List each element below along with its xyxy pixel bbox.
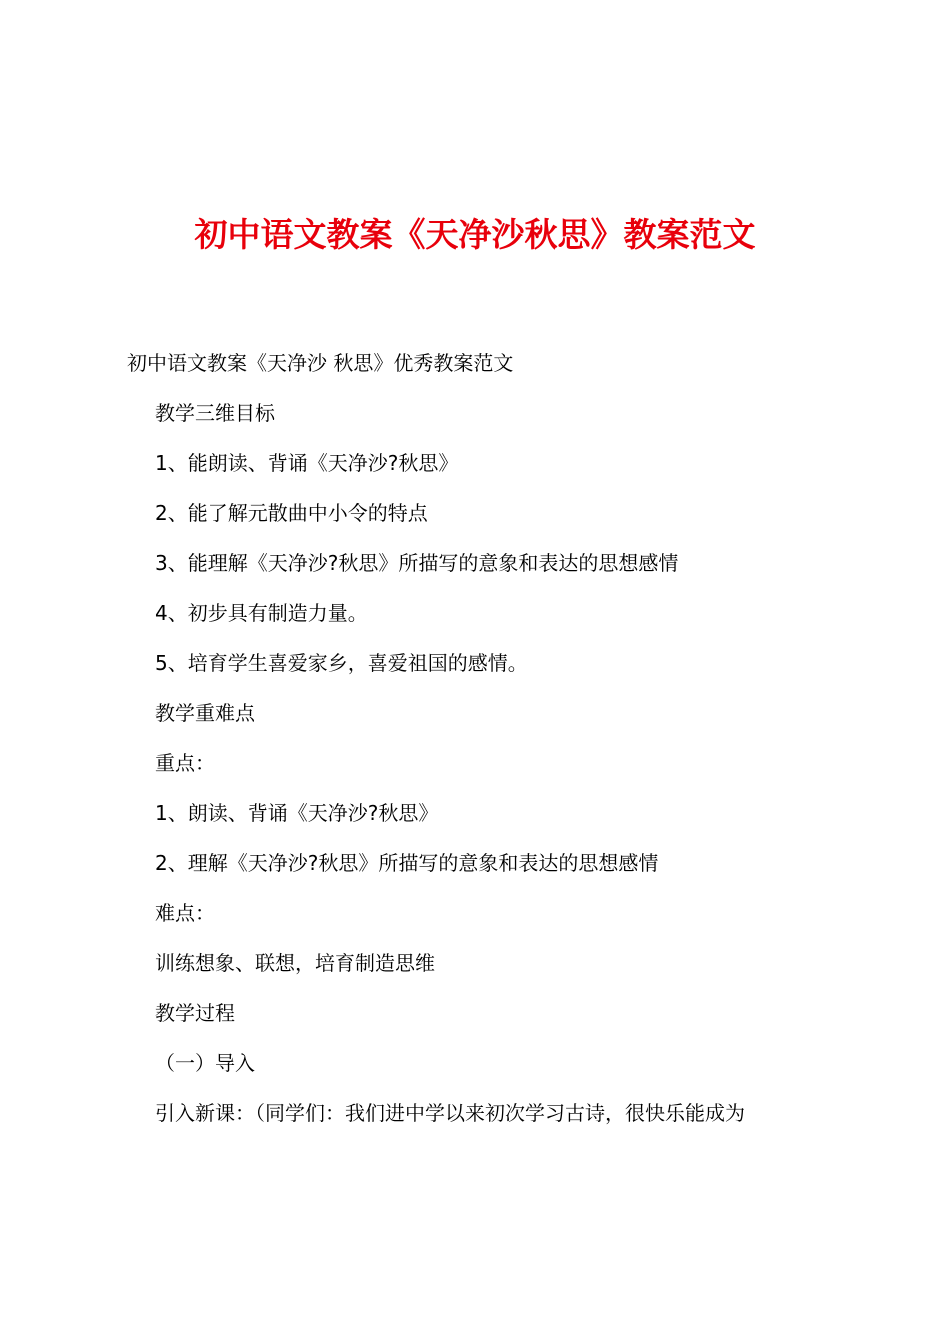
text-line: 1、能朗读、背诵《天净沙?秋思》: [155, 451, 459, 475]
text-line: 训练想象、联想，培育制造思维: [155, 951, 435, 975]
text-line: 5、培育学生喜爱家乡，喜爱祖国的感情。: [155, 651, 528, 675]
text-line: 教学重难点: [155, 701, 255, 725]
text-line: 难点：: [155, 901, 215, 925]
text-line: 4、初步具有制造力量。: [155, 601, 368, 625]
text-line: （一）导入: [155, 1051, 255, 1075]
document-body: [155, 398, 745, 1148]
document-title: 初中语文教案《天净沙秋思》教案范文: [194, 215, 756, 254]
text-line: 教学过程: [155, 1001, 235, 1025]
document-subtitle: 初中语文教案《天净沙 秋思》优秀教案范文: [127, 351, 514, 375]
text-line: 2、理解《天净沙?秋思》所描写的意象和表达的思想感情: [155, 851, 659, 875]
text-line: 3、能理解《天净沙?秋思》所描写的意象和表达的思想感情: [155, 551, 679, 575]
text-line: 教学三维目标: [155, 401, 275, 425]
text-line: 1、朗读、背诵《天净沙?秋思》: [155, 801, 439, 825]
text-line: 2、能了解元散曲中小令的特点: [155, 501, 428, 525]
text-line: 引入新课：（同学们：我们进中学以来初次学习古诗，很快乐能成为: [155, 1101, 745, 1125]
text-line: 重点：: [155, 751, 215, 775]
